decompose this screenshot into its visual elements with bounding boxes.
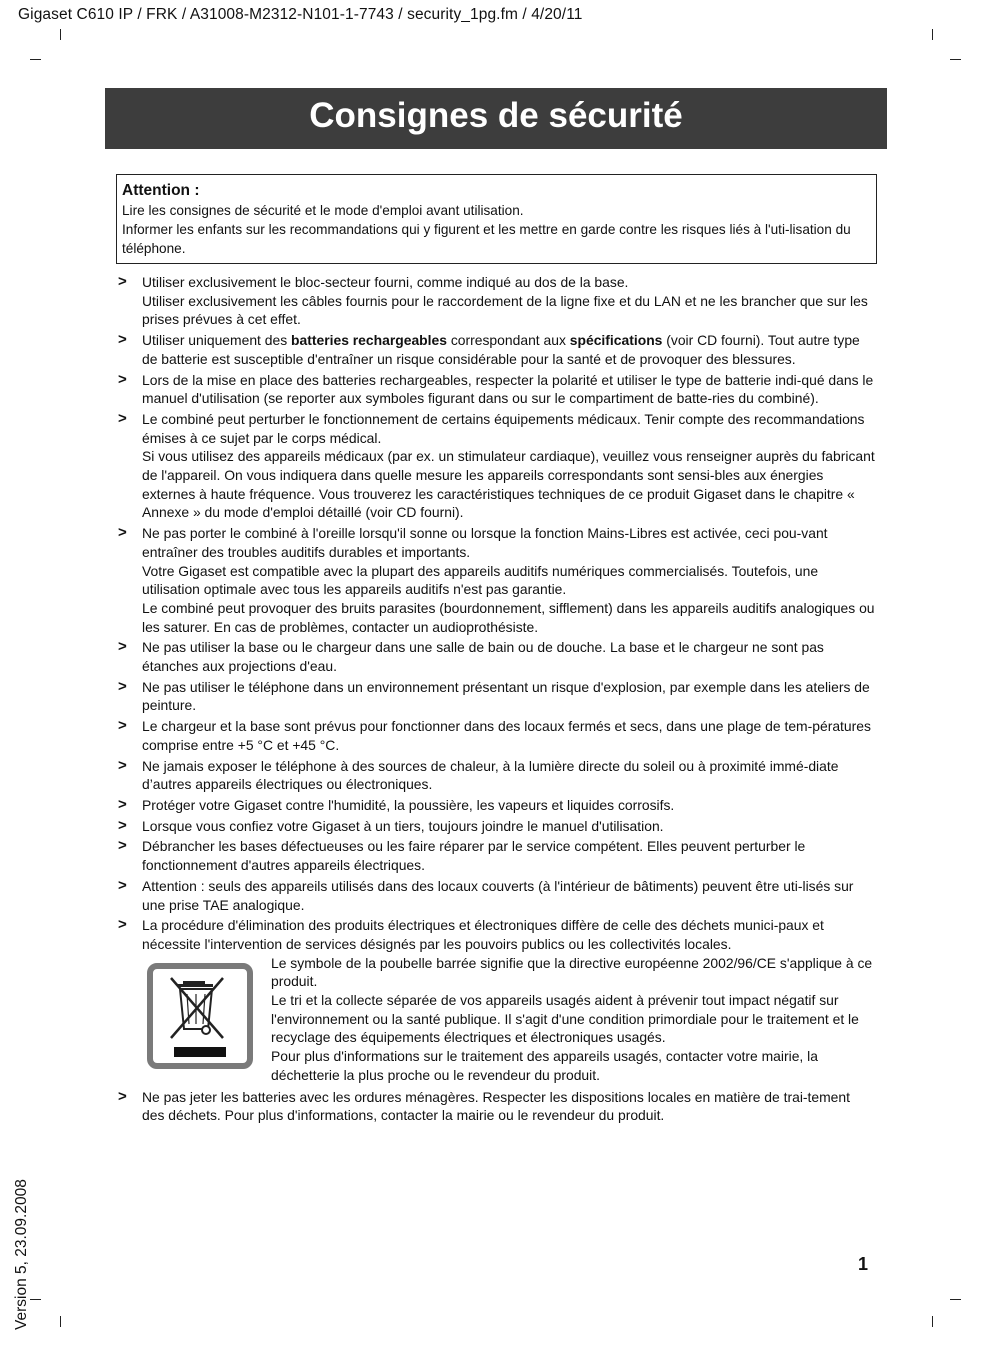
bullet-marker: >	[118, 677, 127, 695]
list-item	[117, 837, 875, 874]
crop-mark	[60, 1316, 61, 1327]
item-text: Votre Gigaset est compatible avec la plupart des appareils auditifs numériques commercialisés. Toutefois, une utilisation optimale avec tous les appareils auditifs n'est pas garantie.	[142, 562, 819, 598]
bullet-marker: >	[118, 756, 127, 774]
item-text: Ne pas utiliser la base ou le chargeur dans une salle de bain ou de douche. La base et le chargeur ne sont pas étanches aux projections d'eau.	[142, 639, 824, 675]
ewaste-text: Le symbole de la poubelle barrée signifie que la directive européenne 2002/96/CE s'applique à ce produit.	[271, 954, 873, 990]
bullet-marker: >	[118, 876, 127, 894]
bullet-marker: >	[118, 1087, 127, 1105]
item-text: Utiliser exclusivement les câbles fournis pour le raccordement de la ligne fixe et du LAN et ne les brancher que sur les prises prévues à cet effet.	[142, 292, 868, 328]
crossed-out-wheelie-bin-icon	[147, 963, 253, 1069]
list-item	[117, 1088, 875, 1125]
list-item	[117, 273, 875, 329]
item-text: Si vous utilisez des appareils médicaux (par ex. un stimulateur cardiaque), veuillez vous renseigner auprès du fabricant de l'appareil. On vous indiquera dans quelle mesure les appareils correspondants sont sensi-bles aux énergies externes à haute fréquence. Vous trouverez les caractéristiques techniques de ce produit Gigaset dans le chapitre « Annexe » du mode d'emploi détaillé (voir CD fourni).	[142, 448, 875, 521]
bullet-marker: >	[118, 370, 127, 388]
attention-box	[116, 174, 877, 264]
bullet-marker: >	[118, 916, 127, 934]
list-item	[117, 371, 875, 408]
list-item	[117, 678, 875, 715]
bullet-marker: >	[118, 331, 127, 349]
crop-mark	[950, 1299, 961, 1300]
item-text: Le chargeur et la base sont prévus pour fonctionner dans des locaux fermés et secs, dans une plage de tem-pératures comprise entre +5 °C et +45 °C.	[142, 718, 871, 753]
text-run: (voir CD fourni). Tout autre type de batterie est susceptible d'entraîner un risque considérable pour la santé et de provoquer des blessures.	[142, 332, 860, 367]
item-text: La procédure d'élimination des produits électriques et électroniques diffère de celle des déchets munici-paux et nécessite l'intervention de services désignés par les pouvoirs publics ou les collectivités locales.	[142, 917, 824, 952]
item-text: Le combiné peut provoquer des bruits parasites (bourdonnement, sifflement) dans les appareils auditifs analogiques ou les saturer. En cas de problèmes, contacter un audioprothésiste.	[142, 599, 875, 635]
list-item	[117, 331, 875, 368]
list-item	[117, 817, 875, 836]
ewaste-block	[142, 954, 875, 1086]
bold-text: spécifications	[569, 332, 663, 349]
crop-mark	[950, 59, 961, 60]
crop-mark	[30, 1299, 41, 1300]
bullet-marker: >	[118, 795, 127, 813]
safety-list	[117, 273, 875, 1125]
item-text: Lorsque vous confiez votre Gigaset à un tiers, toujours joindre le manuel d'utilisation.	[142, 817, 664, 834]
bullet-marker: >	[118, 717, 127, 735]
bullet-marker: >	[118, 638, 127, 656]
version-stamp: Version 5, 23.09.2008	[13, 1179, 30, 1330]
page-number: 1	[858, 1254, 869, 1274]
bold-text: batteries rechargeables	[291, 332, 447, 349]
ewaste-text: Pour plus d'informations sur le traitement des appareils usagés, contacter votre mairie, la déchetterie la plus proche ou le revendeur du produit.	[271, 1048, 818, 1083]
item-text: Protéger votre Gigaset contre l'humidité, la poussière, les vapeurs et liquides corrosifs.	[142, 796, 675, 813]
attention-line: Lire les consignes de sécurité et le mode d'emploi avant utilisation.	[122, 203, 524, 218]
item-text: Ne pas utiliser le téléphone dans un environnement présentant un risque d'explosion, par exemple dans les ateliers de peinture.	[142, 678, 870, 714]
list-item	[117, 916, 875, 953]
list-item	[117, 638, 875, 675]
list-item	[117, 877, 875, 914]
page-title: Consignes de sécurité	[105, 88, 887, 149]
bullet-marker: >	[118, 837, 127, 855]
item-text: Le combiné peut perturber le fonctionnement de certains équipements médicaux. Tenir compte des recommandations émises à ce sujet par le corps médical.	[142, 410, 865, 446]
item-text: Débrancher les bases défectueuses ou les faire réparer par le service compétent. Elles peuvent perturber le fonctionnement d'autres appareils électriques.	[142, 838, 806, 874]
attention-line: Informer les enfants sur les recommandations qui y figurent et les mettre en garde contre les risques liés à l'uti-lisation du téléphone.	[122, 222, 851, 256]
item-text: Attention : seuls des appareils utilisés dans des locaux couverts (à l'intérieur de bâtiments) peuvent être uti-lisés sur une prise TAE analogique.	[142, 877, 854, 913]
item-text: Utiliser exclusivement le bloc-secteur fourni, comme indiqué au dos de la base.	[142, 274, 629, 290]
bullet-marker: >	[118, 524, 127, 542]
bullet-marker: >	[118, 816, 127, 834]
crop-mark	[30, 59, 41, 60]
item-text: Ne jamais exposer le téléphone à des sources de chaleur, à la lumière directe du soleil ou à proximité immé-diate d’autres appareils électriques ou électroniques.	[142, 757, 839, 793]
item-text: Ne pas porter le combiné à l'oreille lorsqu'il sonne ou lorsque la fonction Mains-Libres est activée, ceci pou-vant entraîner des troubles auditifs durables et importants.	[142, 525, 828, 560]
text-run: correspondant aux	[446, 332, 570, 349]
bullet-marker: >	[118, 273, 127, 290]
list-item	[117, 757, 875, 794]
attention-title: Attention :	[122, 182, 200, 199]
item-text: Ne pas jeter les batteries avec les ordures ménagères. Respecter les dispositions locales en matière de trai-tement des déchets. Pour plus d'informations, contacter la mairie ou le revendeur du produit.	[142, 1088, 850, 1124]
crop-mark	[932, 1316, 933, 1327]
document-header: Gigaset C610 IP / FRK / A31008-M2312-N101-1-7743 / security_1pg.fm / 4/20/11	[18, 6, 583, 23]
bullet-marker: >	[118, 409, 127, 427]
crop-mark	[60, 29, 61, 40]
item-text	[142, 331, 875, 368]
crop-mark	[932, 29, 933, 40]
ewaste-text: Le tri et la collecte séparée de vos appareils usagés aident à prévenir tout impact négatif sur l'environnement ou la santé publique. Il s'agit d'une condition primordiale pour le traitement et le recyclage des équipements électriques et électroniques usagés.	[271, 992, 859, 1046]
list-item	[117, 796, 875, 815]
item-text: Lors de la mise en place des batteries rechargeables, respecter la polarité et utiliser le type de batterie indi-qué dans le manuel d'utilisation (se reporter aux symboles figurant dans ou sur le compartiment de batte-ries du combiné).	[142, 371, 874, 407]
list-item	[117, 410, 875, 522]
text-run: Utiliser uniquement des	[142, 332, 292, 349]
list-item	[117, 524, 875, 636]
list-item	[117, 717, 875, 754]
